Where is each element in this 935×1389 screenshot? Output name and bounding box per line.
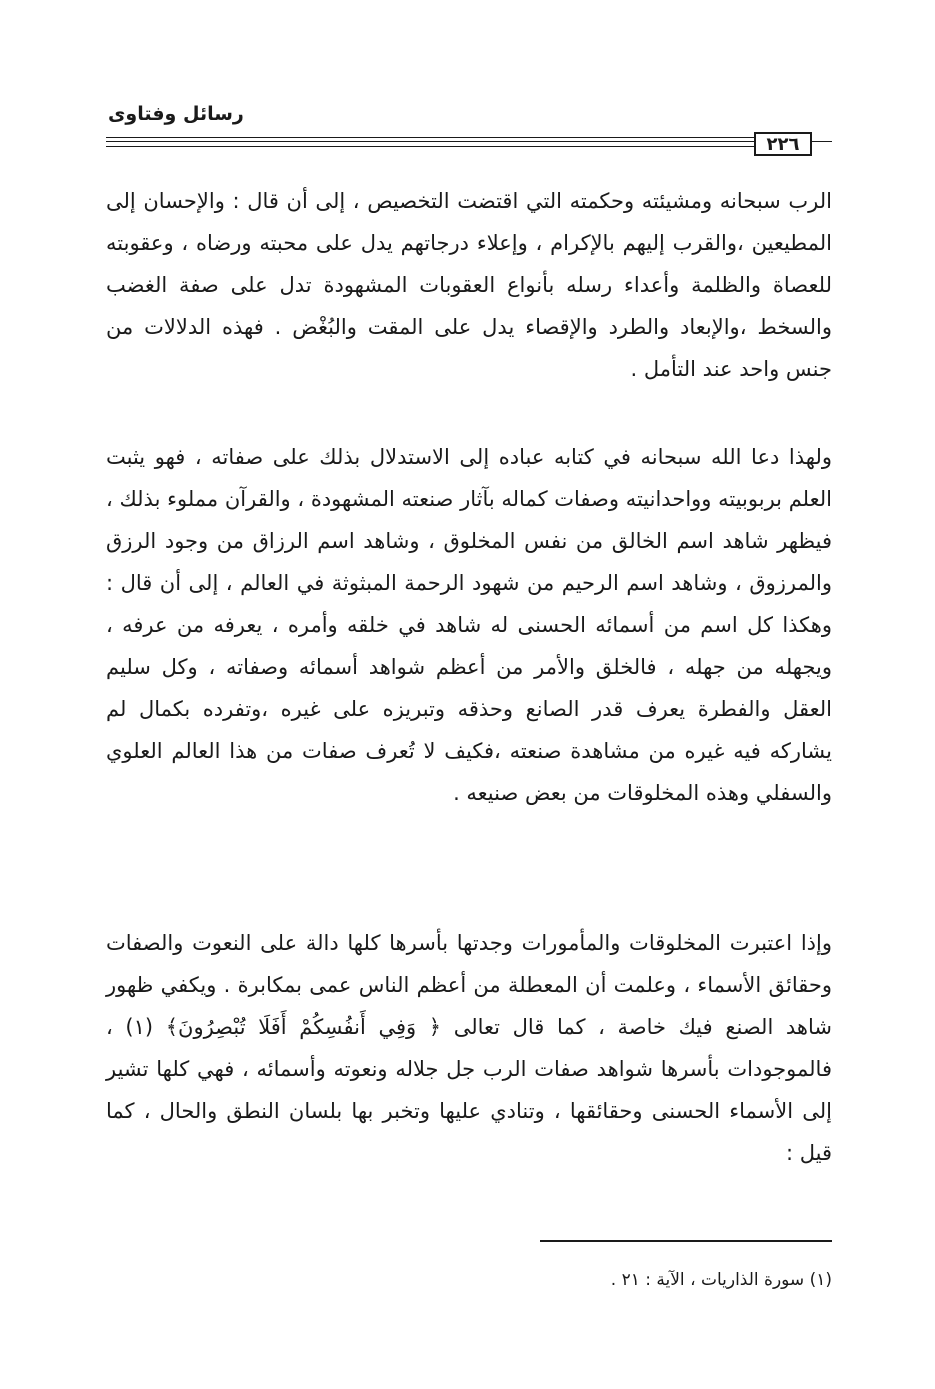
footnote: (١) سورة الذاريات ، الآية : ٢١ . xyxy=(610,1270,832,1290)
header-rule-right-segment xyxy=(812,141,832,142)
body-paragraph: الرب سبحانه ومشيئته وحكمته التي اقتضت التخصيص ، إلى أن قال : والإحسان إلى المطيعين ،والقرب إليهم بالإكرام ، وإعلاء درجاتهم يدل على محبته ورضاه ، وعقوبته للعصاة والظلمة وأعداء رسله بأنواع العقوبات المشهودة تدل على صفة الغضب والسخط ،والإبعاد والطرد والإقصاء يدل على المقت والبُغْض . فهذه الدلالات من جنس واحد عند التأمل . xyxy=(106,189,832,381)
running-title: رسائل وفتاوى xyxy=(108,103,244,125)
footnote-separator xyxy=(540,1240,832,1242)
page-number: ٢٢٦ xyxy=(754,132,812,156)
header-rule-middle xyxy=(106,141,754,142)
header-rule-bottom xyxy=(106,146,754,147)
body-paragraph: وإذا اعتبرت المخلوقات والمأمورات وجدتها بأسرها كلها دالة على النعوت والصفات وحقائق الأسماء ، وعلمت أن المعطلة من أعظم الناس عمى بمكابرة . ويكفي ظهور شاهد الصنع فيك خاصة ، كما قال تعالى ﴿ وَفِي أَنفُسِكُمْ أَفَلَا تُبْصِرُونَ﴾ (١) ، فالموجودات بأسرها شواهد صفات الرب جل جلاله ونعوته وأسمائه ، فهي كلها تشير إلى الأسماء الحسنى وحقائقها ، وتنادي عليها وتخبر بها بلسان النطق والحال ، كما قيل : xyxy=(106,931,832,1165)
header-rule-top xyxy=(106,137,754,138)
body-paragraph: ولهذا دعا الله سبحانه في كتابه عباده إلى الاستدلال بذلك على صفاته ، فهو يثبت العلم بربوبيته وواحدانيته وصفات كماله بآثار صنعته المشهودة ، والقرآن مملوء بذلك ، فيظهر شاهد اسم الخالق من نفس المخلوق ، وشاهد اسم الرزاق من وجود الرزق والمرزوق ، وشاهد اسم الرحيم من شهود الرحمة المبثوثة في العالم ، إلى أن قال : وهكذا كل اسم من أسمائه الحسنى له شاهد في خلقه وأمره ، يعرفه من عرفه ، ويجهله من جهله ، فالخلق والأمر من أعظم شواهد أسمائه وصفاته ، وكل سليم العقل والفطرة يعرف قدر الصانع وحذقه وتبريزه على غيره ،وتفرده بكمال لم يشاركه فيه غيره من مشاهدة صنعته ،فكيف لا تُعرف صفات من هذا العالم العلوي والسفلي وهذه المخلوقات من بعض صنيعه . xyxy=(106,445,832,805)
